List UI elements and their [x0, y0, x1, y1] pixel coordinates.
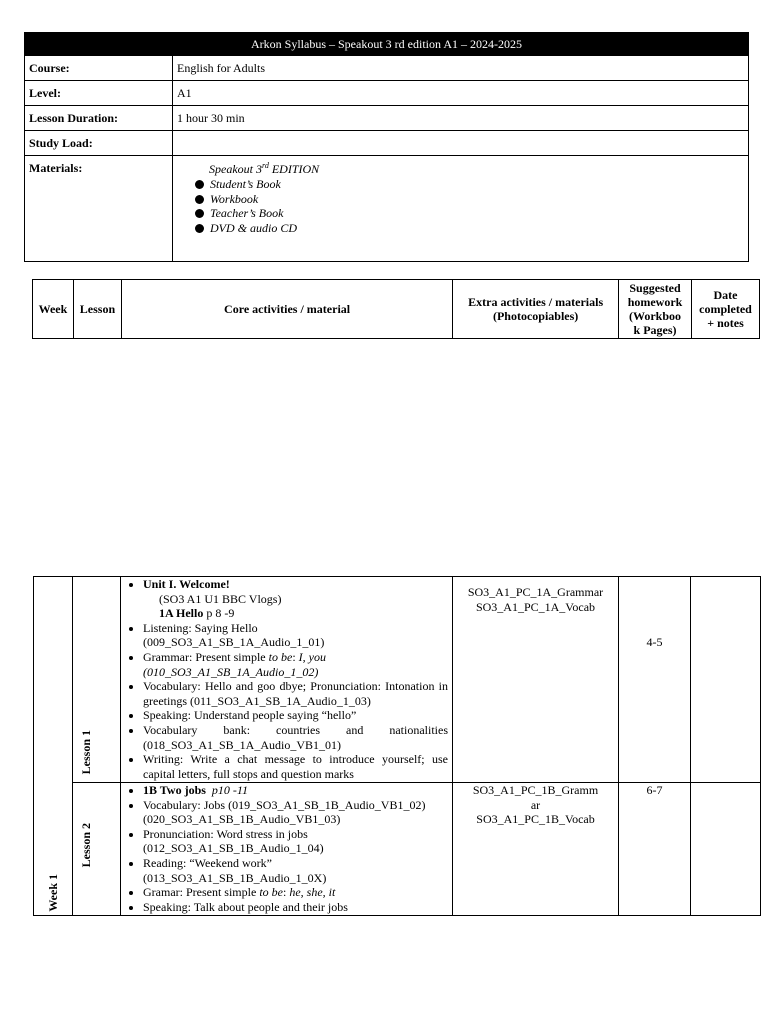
list-item: • Pronunciation: Word stress in jobs (012_SO3_A1_SB_1B_Audio_1_04) — [143, 827, 448, 856]
schedule-header-table — [32, 279, 760, 339]
week-cell — [34, 577, 73, 916]
lesson-header: Lesson — [73, 280, 121, 339]
materials-value — [173, 156, 749, 262]
table-row — [34, 783, 761, 916]
course-value: English for Adults — [173, 56, 749, 81]
list-item: • Speaking: Talk about people and their jobs — [143, 900, 448, 915]
extra-header: Extra activities / materials (Photocopiables) — [453, 280, 619, 339]
lesson-1-homework: 4-5 — [619, 577, 691, 783]
list-item: • Grammar: Present simple to be: I, you (010_SO3_A1_SB_1A_Audio_1_02) — [143, 650, 448, 679]
list-item: Student’s Book — [195, 177, 744, 192]
lesson-2-homework: 6-7 — [619, 783, 691, 916]
schedule-table — [33, 576, 761, 916]
list-item: Teacher’s Book — [195, 206, 744, 221]
lesson-1-core — [121, 577, 453, 783]
homework-header: Suggested homework (Workboo k Pages) — [619, 280, 692, 339]
duration-value: 1 hour 30 min — [173, 106, 749, 131]
materials-list — [177, 177, 744, 235]
week-label: Week 1 — [45, 873, 60, 912]
lesson-2-core — [121, 783, 453, 916]
bullet-icon — [195, 209, 204, 218]
lesson-1-extra: SO3_A1_PC_1A_Grammar SO3_A1_PC_1A_Vocab — [453, 577, 619, 783]
list-item: • Vocabulary bank: countries and nationalities (018_SO3_A1_SB_1A_Audio_VB1_01) — [143, 723, 448, 752]
list-item: • Writing: Write a chat message to introduce yourself; use capital letters, full stops and question marks — [143, 752, 448, 781]
study-load-value — [173, 131, 749, 156]
list-item: Workbook — [195, 192, 744, 207]
duration-label: Lesson Duration: — [25, 106, 173, 131]
lesson-2-cell — [73, 783, 121, 916]
list-item: • Gramar: Present simple to be: he, she, it — [143, 885, 448, 900]
date-header: Date completed + notes — [692, 280, 760, 339]
level-value: A1 — [173, 81, 749, 106]
table-row — [34, 577, 761, 783]
materials-heading: Speakout 3rd EDITION — [209, 161, 320, 176]
week-header: Week — [33, 280, 74, 339]
list-item: • Reading: “Weekend work” (013_SO3_A1_SB_1B_Audio_1_0X) — [143, 856, 448, 885]
list-item: • Speaking: Understand people saying “hello” — [143, 708, 448, 723]
materials-label: Materials: — [25, 156, 173, 262]
course-label: Course: — [25, 56, 173, 81]
list-item: • 1B Two jobs p10 -11 — [143, 783, 448, 798]
course-info-table — [24, 32, 749, 262]
list-item: • Unit I. Welcome! (SO3 A1 U1 BBC Vlogs) 1A Hello p 8 -9 — [143, 577, 448, 621]
lesson-1-label: Lesson 1 — [79, 730, 93, 775]
lesson-1-cell — [73, 577, 121, 783]
list-item: • Listening: Saying Hello (009_SO3_A1_SB_1A_Audio_1_01) — [143, 621, 448, 650]
bullet-icon — [195, 180, 204, 189]
list-item: • Vocabulary: Hello and goo dbye; Pronunciation: Intonation in greetings (011_SO3_A1_SB_1A_Audio_1_03) — [143, 679, 448, 708]
list-item: DVD & audio CD — [195, 221, 744, 236]
lesson-2-extra: SO3_A1_PC_1B_Gramm ar SO3_A1_PC_1B_Vocab — [453, 783, 619, 916]
level-label: Level: — [25, 81, 173, 106]
lesson-2-label: Lesson 2 — [79, 823, 93, 868]
lesson-1-date — [691, 577, 761, 783]
lesson-2-date — [691, 783, 761, 916]
bullet-icon — [195, 224, 204, 233]
list-item: • Vocabulary: Jobs (019_SO3_A1_SB_1B_Audio_VB1_02) (020_SO3_A1_SB_1B_Audio_VB1_03) — [143, 798, 448, 827]
study-load-label: Study Load: — [25, 131, 173, 156]
bullet-icon — [195, 195, 204, 204]
syllabus-title: Arkon Syllabus – Speakout 3 rd edition A1 – 2024-2025 — [25, 33, 749, 56]
core-header: Core activities / material — [121, 280, 452, 339]
